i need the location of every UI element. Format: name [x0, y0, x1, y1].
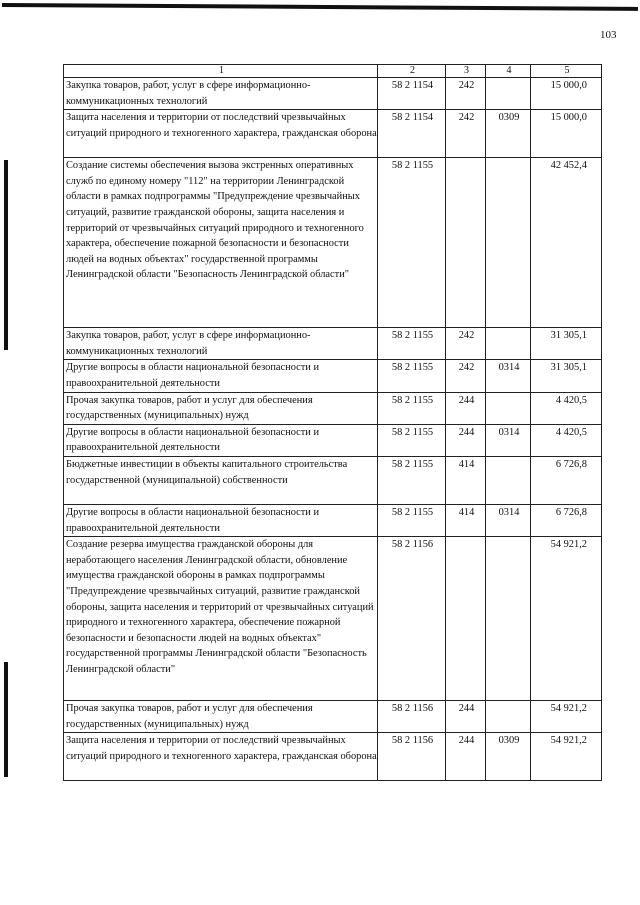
section-code: 0309 [486, 110, 531, 158]
top-scan-border [2, 3, 638, 11]
expense-kind: 244 [446, 392, 486, 424]
header-cell: 3 [446, 65, 486, 78]
target-article-code: 58 2 1156 [378, 701, 446, 733]
expense-kind: 242 [446, 110, 486, 158]
target-article-code: 58 2 1156 [378, 537, 446, 701]
amount: 4 420,5 [531, 392, 602, 424]
table-row [64, 424, 602, 456]
section-code: 0314 [486, 424, 531, 456]
row-description: Создание резерва имущества гражданской обороны для неработающего населения Ленинградской области, обновление имущества гражданской обороны в рамках подпрограммы "Предупреждение чрезвычайных ситуаций, развитие гражданской обороны, защита населения и территорий от чрезвычайных ситуаций природного и техногенного характера, обеспечение пожарной безопасности и безопасности людей на водных объектах" государственной программы Ленинградской области "Безопасность Ленинградской области" [64, 537, 378, 701]
amount: 4 420,5 [531, 424, 602, 456]
expense-kind: 242 [446, 328, 486, 360]
section-code: 0314 [486, 504, 531, 536]
row-description: Создание системы обеспечения вызова экстренных оперативных служб по единому номеру "112" на территории Ленинградской области в рамках подпрограммы "Предупреждение чрезвычайных ситуаций, развитие гражданской обороны, защита населения и территорий от чрезвычайных ситуаций природного и техногенного характера, обеспечение пожарной безопасности и безопасности людей на водных объектах" государственной программы Ленинградской области "Безопасность Ленинградской области" [64, 158, 378, 328]
amount: 31 305,1 [531, 360, 602, 392]
target-article-code: 58 2 1156 [378, 733, 446, 781]
expense-kind: 244 [446, 701, 486, 733]
row-description: Другие вопросы в области национальной безопасности и правоохранительной деятельности [64, 360, 378, 392]
table-row [64, 158, 602, 328]
header-cell: 4 [486, 65, 531, 78]
row-description: Прочая закупка товаров, работ и услуг для обеспечения государственных (муниципальных) нужд [64, 392, 378, 424]
row-description: Бюджетные инвестиции в объекты капитального строительства государственной (муниципальной) собственности [64, 456, 378, 504]
target-article-code: 58 2 1154 [378, 110, 446, 158]
row-description: Защита населения и территории от последствий чрезвычайных ситуаций природного и техногенного характера, гражданская оборона [64, 733, 378, 781]
section-code [486, 537, 531, 701]
target-article-code: 58 2 1155 [378, 392, 446, 424]
page-number: 103 [600, 29, 617, 41]
header-cell: 1 [64, 65, 378, 78]
section-code [486, 78, 531, 110]
expense-kind [446, 158, 486, 328]
target-article-code: 58 2 1155 [378, 360, 446, 392]
amount: 42 452,4 [531, 158, 602, 328]
section-code [486, 392, 531, 424]
expense-kind: 414 [446, 504, 486, 536]
target-article-code: 58 2 1155 [378, 504, 446, 536]
target-article-code: 58 2 1155 [378, 328, 446, 360]
section-code: 0314 [486, 360, 531, 392]
row-description: Другие вопросы в области национальной безопасности и правоохранительной деятельности [64, 504, 378, 536]
expense-kind: 242 [446, 78, 486, 110]
row-description: Другие вопросы в области национальной безопасности и правоохранительной деятельности [64, 424, 378, 456]
row-description: Прочая закупка товаров, работ и услуг для обеспечения государственных (муниципальных) нужд [64, 701, 378, 733]
target-article-code: 58 2 1154 [378, 78, 446, 110]
table-row [64, 328, 602, 360]
table-header-row [64, 65, 602, 78]
table-row [64, 456, 602, 504]
target-article-code: 58 2 1155 [378, 158, 446, 328]
target-article-code: 58 2 1155 [378, 456, 446, 504]
amount: 15 000,0 [531, 78, 602, 110]
table-row [64, 78, 602, 110]
section-code: 0309 [486, 733, 531, 781]
table-row [64, 537, 602, 701]
expense-kind: 414 [446, 456, 486, 504]
table-row [64, 733, 602, 781]
amount: 54 921,2 [531, 733, 602, 781]
target-article-code: 58 2 1155 [378, 424, 446, 456]
section-code [486, 328, 531, 360]
expense-kind: 244 [446, 733, 486, 781]
amount: 54 921,2 [531, 701, 602, 733]
row-description: Защита населения и территории от последствий чрезвычайных ситуаций природного и техногенного характера, гражданская оборона [64, 110, 378, 158]
header-cell: 2 [378, 65, 446, 78]
amount: 54 921,2 [531, 537, 602, 701]
expense-kind: 244 [446, 424, 486, 456]
expense-kind [446, 537, 486, 701]
amount: 31 305,1 [531, 328, 602, 360]
table-row [64, 504, 602, 536]
margin-mark [4, 662, 8, 777]
table-row [64, 701, 602, 733]
margin-mark [4, 160, 8, 350]
section-code [486, 701, 531, 733]
amount: 6 726,8 [531, 456, 602, 504]
expense-kind: 242 [446, 360, 486, 392]
header-cell: 5 [531, 65, 602, 78]
table-row [64, 360, 602, 392]
row-description: Закупка товаров, работ, услуг в сфере информационно-коммуникационных технологий [64, 328, 378, 360]
table-row [64, 392, 602, 424]
amount: 6 726,8 [531, 504, 602, 536]
amount: 15 000,0 [531, 110, 602, 158]
row-description: Закупка товаров, работ, услуг в сфере информационно-коммуникационных технологий [64, 78, 378, 110]
table-row [64, 110, 602, 158]
section-code [486, 456, 531, 504]
section-code [486, 158, 531, 328]
budget-table [63, 64, 602, 781]
